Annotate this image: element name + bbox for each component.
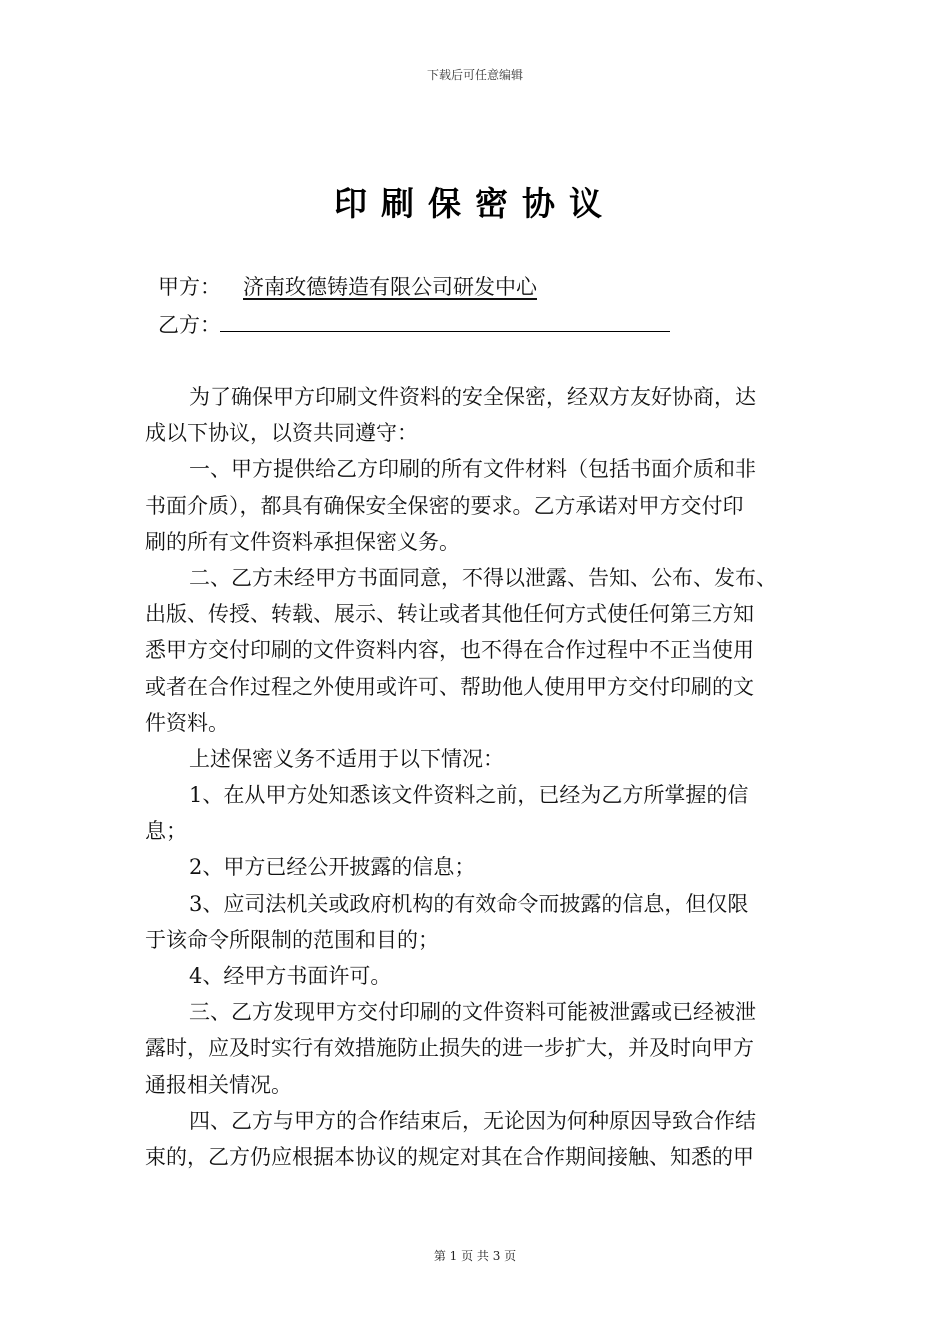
party-a-value: 济南玫德铸造有限公司研发中心 — [243, 275, 537, 299]
body-line: 三、乙方发现甲方交付印刷的文件资料可能被泄露或已经被泄 — [189, 1000, 756, 1025]
party-a-label: 甲方： — [158, 275, 221, 299]
page-footer: 第 1 页 共 3 页 — [433, 1249, 517, 1263]
body-line: 3、应司法机关或政府机构的有效命令而披露的信息，但仅限 — [189, 891, 749, 916]
header-note: 下载后可任意编辑 — [426, 68, 523, 82]
body-line: 成以下协议，以资共同遵守： — [145, 421, 418, 446]
party-b-blank-line — [220, 331, 670, 332]
body-line: 上述保密义务不适用于以下情况： — [189, 746, 504, 771]
body-line: 悉甲方交付印刷的文件资料内容，也不得在合作过程中不正当使用 — [145, 638, 754, 663]
body-line: 束的，乙方仍应根据本协议的规定对其在合作期间接触、知悉的甲 — [145, 1144, 754, 1169]
party-b-row — [158, 310, 221, 340]
body-line: 或者在合作过程之外使用或许可、帮助他人使用甲方交付印刷的文 — [145, 674, 754, 699]
body-line: 件资料。 — [145, 710, 229, 735]
body-line: 1、在从甲方处知悉该文件资料之前，已经为乙方所掌握的信 — [189, 783, 749, 808]
party-b-label: 乙方： — [158, 313, 221, 337]
body-line: 四、乙方与甲方的合作结束后，无论因为何种原因导致合作结 — [189, 1108, 756, 1133]
party-a-row — [158, 272, 537, 302]
body-line: 息； — [145, 819, 187, 844]
body-line: 露时，应及时实行有效措施防止损失的进一步扩大，并及时向甲方 — [145, 1036, 754, 1061]
body-line: 于该命令所限制的范围和目的； — [145, 927, 439, 952]
agreement-body — [145, 379, 825, 1175]
document-title: 印刷保密协议 — [334, 184, 616, 223]
body-line: 刷的所有文件资料承担保密义务。 — [145, 529, 460, 554]
body-line: 二、乙方未经甲方书面同意，不得以泄露、告知、公布、发布、 — [189, 565, 777, 590]
body-line: 2、甲方已经公开披露的信息； — [189, 855, 476, 880]
body-line: 4、经甲方书面许可。 — [189, 964, 392, 988]
body-line: 为了确保甲方印刷文件资料的安全保密，经双方友好协商，达 — [189, 385, 756, 409]
body-line: 一、甲方提供给乙方印刷的所有文件材料（包括书面介质和非 — [189, 457, 756, 482]
body-line: 书面介质），都具有确保安全保密的要求。乙方承诺对甲方交付印 — [145, 493, 744, 518]
body-line: 通报相关情况。 — [145, 1072, 292, 1097]
body-line: 出版、传授、转载、展示、转让或者其他任何方式使任何第三方知 — [145, 602, 754, 627]
